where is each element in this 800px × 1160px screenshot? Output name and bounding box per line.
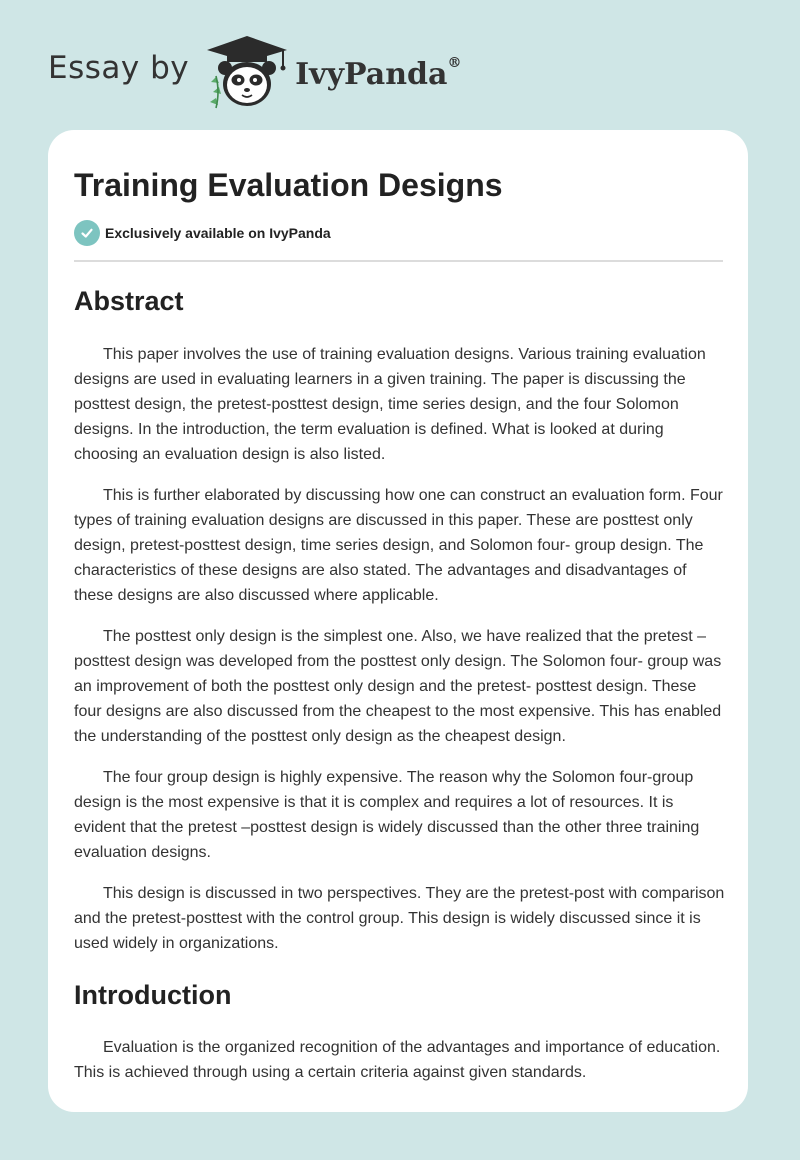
paragraph: The posttest only design is the simplest one. Also, we have realized that the pretest –posttest design was developed from the posttest only design. The Solomon four- group was an improvement of both the posttest only design and the pretest- posttest design. These four designs are also discussed from the cheapest to the most expensive. This has enabled the understanding of the posttest only design as the cheapest design. (74, 628, 722, 745)
essay-card (48, 130, 748, 1112)
site-header (48, 32, 461, 112)
check-icon (74, 220, 100, 246)
exclusive-badge-label: Exclusively available on IvyPanda (105, 225, 331, 241)
page-title: Training Evaluation Designs (74, 167, 503, 203)
essay-by-label: Essay by (48, 50, 190, 86)
paragraph: The four group design is highly expensive. The reason why the Solomon four-group design is the most expensive is that it is complex and requires a lot of resources. It is evident that the pretest –posttest design is widely discussed than the other three training evaluation designs. (74, 769, 700, 861)
registered-mark: ® (447, 54, 462, 71)
paragraph: This design is discussed in two perspectives. They are the pretest-post with comparison and the pretest-posttest with the control group. This design is widely discussed since it is used widely in organizations. (74, 885, 725, 952)
exclusive-badge (74, 220, 723, 246)
divider (74, 260, 723, 262)
paragraph: Evaluation is the organized recognition of the advantages and importance of education. This is achieved through using a certain criteria against given standards. (74, 1039, 721, 1081)
abstract-body (74, 342, 723, 956)
section-heading-introduction: Introduction (74, 980, 232, 1010)
brand-name[interactable]: IvyPanda® (295, 54, 462, 92)
panda-logo-icon[interactable] (203, 32, 291, 112)
introduction-body (74, 1035, 723, 1085)
paragraph: This is further elaborated by discussing how one can construct an evaluation form. Four types of training evaluation designs are discussed in this paper. These are posttest only design, pretest-posttest design, time series design, and Solomon four- group design. The characteristics of these designs are also stated. The advantages and disadvantages of these designs are also discussed where applicable. (74, 487, 723, 604)
section-heading-abstract: Abstract (74, 286, 184, 316)
paragraph: This paper involves the use of training evaluation designs. Various training evaluation designs are used in evaluating learners in a given training. The paper is discussing the posttest design, the pretest-posttest design, time series design, and the four Solomon designs. In the introduction, the term evaluation is defined. What is looked at during choosing an evaluation design is also listed. (74, 346, 706, 463)
